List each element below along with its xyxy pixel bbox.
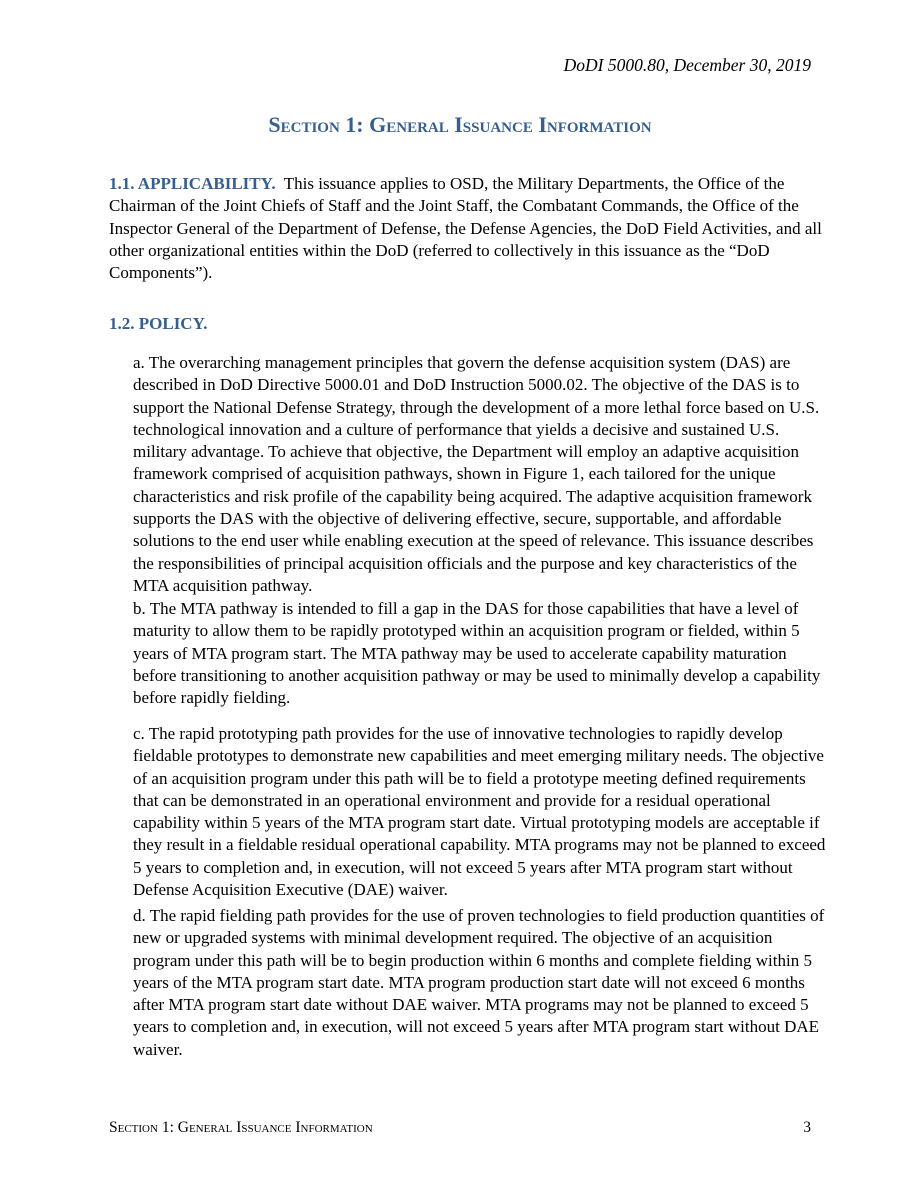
document-reference: DoDI 5000.80, December 30, 2019 <box>563 55 811 75</box>
applicability-paragraph <box>109 173 829 284</box>
policy-paragraph-b-text: b. The MTA pathway is intended to fill a gap in the DAS for those capabilities that have a level of maturity to allow them to be rapidly prototyped within an acquisition program or fielded, within 5 years of MTA program start. The MTA pathway may be used to accelerate capability maturation before transitioning to another acquisition pathway or may be used to minimally develop a capability before rapidly fielding. <box>133 599 821 708</box>
policy-paragraph-d-text: d. The rapid fielding path provides for the use of proven technologies to field production quantities of new or upgraded systems with minimal development required. The objective of an acquisition program under this path will be to begin production within 6 months and complete fielding within 5 years of the MTA program start date. MTA program production start date will not exceed 6 months after MTA program start date without DAE waiver. MTA programs may not be planned to exceed 5 years to completion and, in execution, will not exceed 5 years after MTA program start without DAE waiver. <box>133 906 825 1059</box>
policy-paragraph-a-text: a. The overarching management principles that govern the defense acquisition system (DAS) are described in DoD Directive 5000.01 and DoD Instruction 5000.02. The objective of the DAS is to support the National Defense Strategy, through the development of a more lethal force based on U.S. technological innovation and a culture of performance that yields a decisive and sustained U.S. military advantage. To achieve that objective, the Department will employ an adaptive acquisition framework comprised of acquisition pathways, shown in Figure 1, each tailored for the unique characteristics and risk profile of the capability being acquired. The adaptive acquisition framework supports the DAS with the objective of delivering effective, secure, supportable, and affordable solutions to the end user while enabling execution at the speed of relevance. This issuance describes the responsibilities of principal acquisition officials and the purpose and key characteristics of the MTA acquisition pathway. <box>133 353 820 595</box>
policy-paragraph-d <box>109 905 829 1061</box>
policy-paragraph-b <box>109 598 829 709</box>
policy-paragraph-c-text: c. The rapid prototyping path provides for the use of innovative technologies to rapidly develop fieldable prototypes to demonstrate new capabilities and meet emerging military needs. The objective of an acquisition program under this path will be to field a prototype meeting defined requirements that can be demonstrated in an operational environment and provide for a residual operational capability within 5 years of the MTA program start date. Virtual prototyping models are acceptable if they result in a fieldable residual operational capability. MTA programs may not be planned to exceed 5 years to completion and, in execution, will not exceed 5 years after MTA program start without Defense Acquisition Executive (DAE) waiver. <box>133 724 826 900</box>
policy-paragraph-a <box>109 352 829 597</box>
policy-heading: 1.2. POLICY. <box>109 314 208 333</box>
footer-section-title: Section 1: General Issuance Information <box>109 1119 373 1136</box>
policy-paragraph-c <box>109 723 829 901</box>
applicability-text: This issuance applies to OSD, the Military Departments, the Office of the Chairman of the Joint Chiefs of Staff and the Joint Staff, the Combatant Commands, the Office of the Inspector General of the Department of Defense, the Defense Agencies, the DoD Field Activities, and all other organizational entities within the DoD (referred to collectively in this issuance as the “DoD Components”). <box>109 174 822 283</box>
page-footer <box>109 1118 811 1138</box>
section-title: Section 1: General Issuance Information <box>268 112 652 137</box>
applicability-heading: 1.1. APPLICABILITY. <box>109 174 276 193</box>
page-number: 3 <box>803 1119 811 1136</box>
policy-heading-block <box>109 313 829 335</box>
